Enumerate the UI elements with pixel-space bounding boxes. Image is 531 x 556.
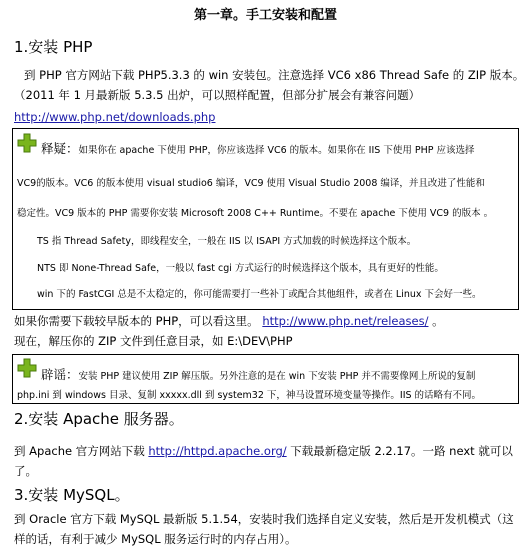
apache-text-line2: 了。 (14, 464, 37, 478)
note2-line2: php.ini 到 windows 目录、复制 xxxxx.dll 到 system32 下，神马设置环境变量等操作。IIS 的话略有不同。 (17, 390, 482, 401)
note-box-explanation (12, 128, 519, 310)
apache-text-line1 (14, 442, 513, 460)
php-releases-link[interactable]: http://www.php.net/releases/ (262, 314, 429, 328)
older-versions-tail: 。 (432, 314, 444, 328)
plus-icon (17, 133, 37, 153)
apache-link[interactable]: http://httpd.apache.org/ (148, 444, 287, 458)
unzip-instruction: 现在，解压你的 ZIP 文件到任意目录，如 E:\DEV\PHP (14, 334, 293, 348)
section-heading-apache: 2.安装 Apache 服务器。 (14, 410, 184, 428)
section-heading-php: 1.安装 PHP (14, 38, 93, 56)
older-versions-line (14, 312, 444, 330)
note1-line5-nts: NTS 即 None-Thread Safe，一般以 fast cgi 方式运行的时候选择这个版本，具有更好的性能。 (37, 263, 444, 274)
apache-text-post: 下载最新稳定版 2.2.17。一路 next 就可以 (290, 444, 513, 458)
mysql-text-line1: 到 Oracle 官方下载 MySQL 最新版 5.1.54，安装时我们选择自定义安装，然后是开发机模式（这 (14, 512, 514, 526)
note1-line6-fastcgi: win 下的 FastCGI 总是不太稳定的，你可能需要打一些补丁或配合其他组件，或者在 Linux 下会好一些。 (37, 289, 482, 300)
note-label-rumor: 辟谣： (41, 367, 79, 382)
note2-line1: 安装 PHP 建议使用 ZIP 解压版。另外注意的是在 win 下安装 PHP 并不需要像网上所说的复制 (78, 371, 476, 382)
php-intro-line2: （2011 年 1 月最新版 5.3.5 出炉，可以照样配置，但部分扩展会有兼容问题） (14, 88, 421, 102)
note-label-explanation: 释疑： (41, 141, 79, 156)
chapter-title: 第一章。手工安装和配置 (193, 8, 337, 23)
note1-line2: VC9的版本。VC6 的版本使用 visual studio6 编译，VC9 使用 Visual Studio 2008 编译，并且改进了性能和 (17, 178, 485, 189)
note1-line1: 如果你在 apache 下使用 PHP，你应该选择 VC6 的版本。如果你在 IIS 下使用 PHP 应该选择 (78, 145, 475, 156)
note1-line3: 稳定性。VC9 版本的 PHP 需要你安装 Microsoft 2008 C++ Runtime。不要在 apache 下使用 VC9 的版本 。 (17, 208, 494, 219)
plus-icon (17, 358, 37, 378)
section-heading-mysql: 3.安装 MySQL。 (14, 486, 130, 504)
note1-line4-ts: TS 指 Thread Safety，即线程安全，一般在 IIS 以 ISAPI 方式加载的时候选择这个版本。 (37, 236, 417, 247)
apache-text-pre: 到 Apache 官方网站下载 (14, 444, 145, 458)
php-downloads-link[interactable]: http://www.php.net/downloads.php (14, 110, 216, 124)
note-box-rumor (12, 354, 519, 404)
mysql-text-line2: 样的话，有利于减少 MySQL 服务运行时的内存占用）。 (14, 532, 297, 546)
older-versions-text: 如果你需要下载较早版本的 PHP，可以看这里。 (14, 314, 259, 328)
php-intro-line1: 到 PHP 官方网站下载 PHP5.3.3 的 win 安装包。注意选择 VC6 x86 Thread Safe 的 ZIP 版本。 (24, 68, 525, 82)
